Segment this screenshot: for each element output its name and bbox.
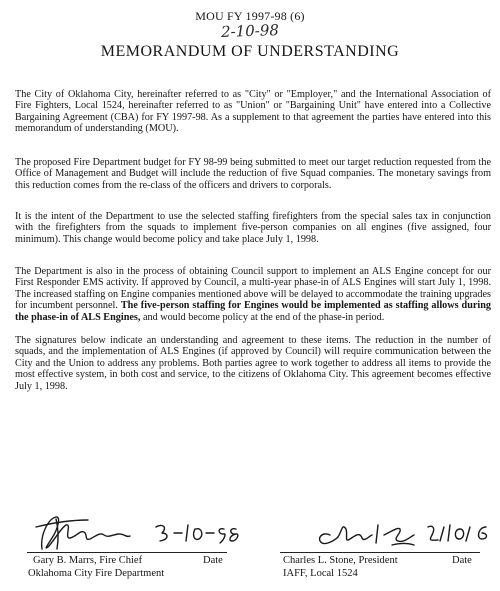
paragraph-budget: The proposed Fire Department budget for FY 98-99 being submitted to meet our target reduction requested from the Office of Management and Budget will include the reduction of five Squad companies. The monetary savings from this reduction comes from the re-class of the officers and drivers to corporals. bbox=[15, 157, 491, 191]
signature-line-union-president bbox=[280, 552, 480, 553]
organization-iaff-local: IAFF, Local 1524 bbox=[283, 568, 358, 579]
date-label-left: Date bbox=[203, 555, 223, 566]
organization-fire-department: Oklahoma City Fire Department bbox=[28, 568, 165, 579]
als-text-emphasis: The five-person staffing for Engines would be implemented as staffing allows during the phase-in of ALS Engines, bbox=[15, 300, 491, 323]
handwritten-date: 2-10-98 bbox=[220, 20, 280, 42]
document-reference: MOU FY 1997-98 (6) bbox=[195, 9, 305, 23]
paragraph-signatures-agreement: The signatures below indicate an understanding and agreement to these items. The reduction in the number of squads, and the implementation of ALS Engines (if approved by Council) will require communication between the City and the Union to address any problems. Both parties agree to work together to address all items to provide the most effective system, in both cost and service, to the citizens of Oklahoma City. This agreement becomes effective July 1, 1998. bbox=[15, 335, 491, 392]
paragraph-parties: The City of Oklahoma City, hereinafter referred to as "City" or "Employer," and the International Association of Fire Fighters, Local 1524, hereinafter referred to as "Union" or "Bargaining Unit" have entered into a Collective Bargaining Agreement (CBA) for FY 1997-98. As a supplement to that agreement the parties have entered into this memorandum of understanding (MOU). bbox=[15, 89, 491, 135]
als-text-start: The Department is also in the process of obtaining Council support to implement an ALS Engine concept for our First Responder EMS activity. If approved by Council, a multi-year phase-in of ALS Engines will start July 1, 1998. The increased staffing on Engine companies mentioned above will be delayed to accommodate the training upgrades for incumbent personnel. bbox=[15, 266, 491, 312]
signatory-union-president: Charles L. Stone, President bbox=[283, 555, 398, 566]
paragraph-staffing-intent: It is the intent of the Department to use the selected staffing firefighters from the special sales tax in conjunction with the firefighters from the squads to implement five-person companies on all engines (five assigned, four minimum). This change would become policy and take place July 1, 1998. bbox=[15, 211, 491, 245]
document-title: MEMORANDUM OF UNDERSTANDING bbox=[100, 43, 400, 60]
paragraph-als-engine bbox=[15, 266, 491, 323]
signature-block bbox=[0, 505, 500, 591]
als-text-end: and would become policy at the end of the phase-in period. bbox=[140, 311, 385, 323]
signatory-fire-chief: Gary B. Marrs, Fire Chief bbox=[33, 555, 143, 566]
signature-line-fire-chief bbox=[27, 552, 227, 553]
date-label-right: Date bbox=[452, 555, 472, 566]
